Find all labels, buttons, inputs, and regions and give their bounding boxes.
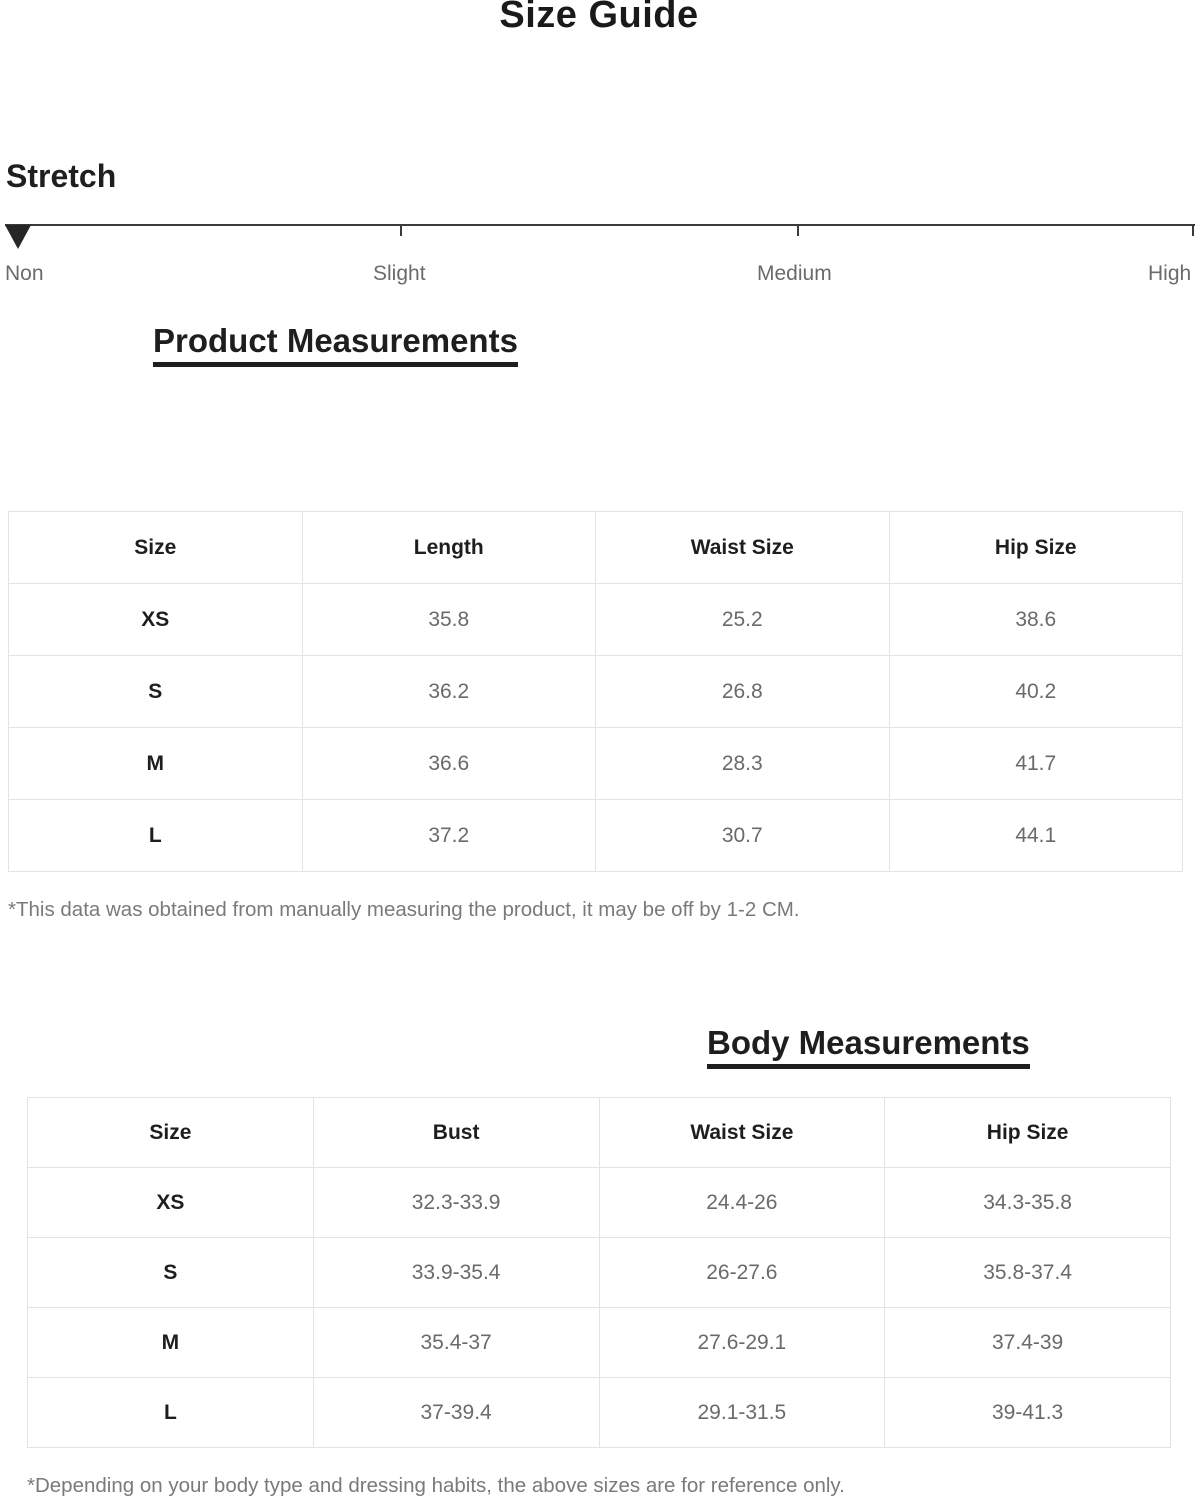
table-cell: 38.6 [889,584,1183,656]
table-cell: 40.2 [889,656,1183,728]
table-cell: 37.4-39 [885,1308,1171,1378]
table-cell: 35.8 [302,584,596,656]
body-measurements-heading: Body Measurements [707,1024,1030,1069]
stretch-label-non: Non [5,262,44,285]
column-header: Size [28,1098,314,1168]
table-cell: 24.4-26 [599,1168,885,1238]
body-measurements-table [27,1097,1171,1448]
product-measurements-heading: Product Measurements [153,322,518,367]
size-cell: S [28,1238,314,1308]
table-header-row [9,512,1183,584]
stretch-scale-line [5,224,1195,226]
table-row [9,800,1183,872]
table-cell: 36.6 [302,728,596,800]
size-cell: S [9,656,303,728]
table-row [28,1238,1171,1308]
table-cell: 36.2 [302,656,596,728]
size-cell: M [28,1308,314,1378]
stretch-title: Stretch [6,158,117,194]
size-cell: M [9,728,303,800]
table-row [28,1168,1171,1238]
table-row [28,1378,1171,1448]
table-cell: 32.3-33.9 [313,1168,599,1238]
column-header: Bust [313,1098,599,1168]
table-cell: 26-27.6 [599,1238,885,1308]
table-cell: 29.1-31.5 [599,1378,885,1448]
table-cell: 37.2 [302,800,596,872]
page-title: Size Guide [499,0,699,36]
table-cell: 35.4-37 [313,1308,599,1378]
table-cell: 39-41.3 [885,1378,1171,1448]
size-cell: L [9,800,303,872]
table-cell: 37-39.4 [313,1378,599,1448]
size-cell: XS [28,1168,314,1238]
column-header: Length [302,512,596,584]
stretch-tick-medium [797,224,799,236]
column-header: Size [9,512,303,584]
table-cell: 25.2 [596,584,890,656]
table-cell: 27.6-29.1 [599,1308,885,1378]
table-row [28,1308,1171,1378]
product-measurements-note: *This data was obtained from manually measuring the product, it may be off by 1-2 CM. [8,898,800,921]
table-cell: 41.7 [889,728,1183,800]
size-cell: L [28,1378,314,1448]
table-row [9,584,1183,656]
table-cell: 28.3 [596,728,890,800]
column-header: Hip Size [885,1098,1171,1168]
stretch-scale [0,218,1198,298]
size-cell: XS [9,584,303,656]
column-header: Waist Size [596,512,890,584]
table-row [9,656,1183,728]
table-cell: 34.3-35.8 [885,1168,1171,1238]
table-row [9,728,1183,800]
table-cell: 33.9-35.4 [313,1238,599,1308]
stretch-tick-high [1192,224,1194,236]
stretch-label-medium: Medium [757,262,832,285]
table-cell: 30.7 [596,800,890,872]
stretch-marker-icon [5,225,31,249]
column-header: Hip Size [889,512,1183,584]
body-measurements-note: *Depending on your body type and dressing habits, the above sizes are for reference only. [27,1474,845,1497]
table-header-row [28,1098,1171,1168]
table-cell: 26.8 [596,656,890,728]
stretch-label-high: High [1148,262,1192,285]
column-header: Waist Size [599,1098,885,1168]
stretch-tick-slight [400,224,402,236]
table-cell: 44.1 [889,800,1183,872]
table-cell: 35.8-37.4 [885,1238,1171,1308]
product-measurements-table [8,511,1183,872]
stretch-label-slight: Slight [373,262,426,285]
